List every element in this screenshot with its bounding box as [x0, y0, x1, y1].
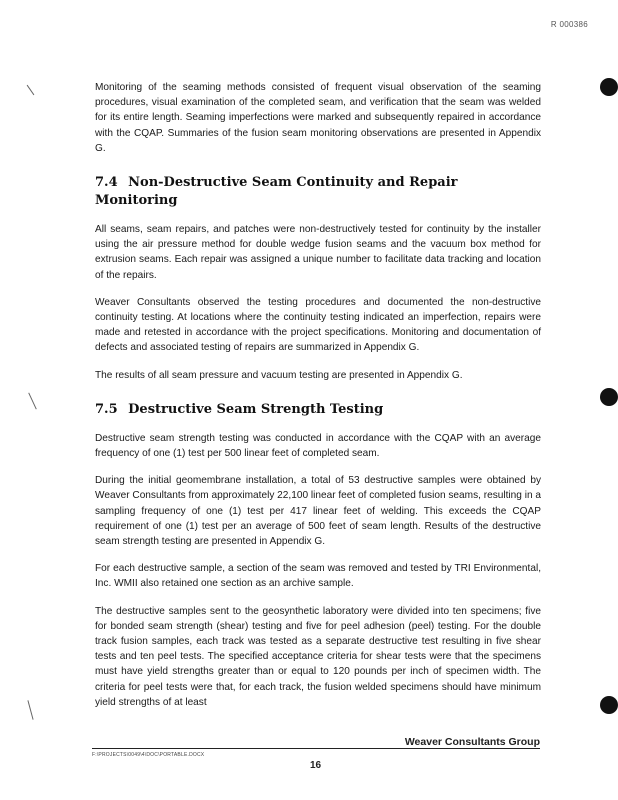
- paragraph-weaver-observation: Weaver Consultants observed the testing procedures and documented the non-destructive continuity testing. At locations where the continuity testing indicated an imperfection, repairs were made and retested in accordance with the project specifications. Monitoring and documentation of defects and associated testing of repairs are summarized in Appendix G.: [95, 296, 541, 354]
- binder-hole-top: [600, 78, 618, 96]
- paragraph-specimen-criteria: The destructive samples sent to the geosynthetic laboratory were divided into ten specimens; five for bonded seam strength (shear) testing and five for peel adhesion (peel) testing. For the double track fusion samples, each track was tested as a separate destructive test resulting in five shear tests and ten peel tests. The specified acceptance criteria for shear tests were that the specimens must have yield strengths greater than or equal to 120 pounds per inch of specimen width. The criteria for peel tests were that, for each track, the fusion welded specimens should have minimum yield strengths of at least: [95, 605, 541, 708]
- footer-company: Weaver Consultants Group: [404, 736, 540, 748]
- section-title: Non-Destructive Seam Continuity and Repair Monitoring: [95, 175, 458, 209]
- section-number: 7.5: [95, 401, 118, 417]
- paragraph-destructive-frequency: Destructive seam strength testing was conducted in accordance with the CQAP with an average frequency of one (1) test per 500 linear feet of completed seam.: [95, 432, 541, 460]
- scan-mark-middle: [28, 393, 37, 410]
- paragraph-seaming-monitoring: Monitoring of the seaming methods consisted of frequent visual observation of the seaming procedures, visual examination of the completed seam, and verification that the seam was welded for its entire length. Seaming imperfections were marked and subsequently repaired in accordance with the CQAP. Summaries of the fusion seam monitoring observations are presented in Appendix G.: [95, 82, 541, 154]
- binder-hole-middle: [600, 388, 618, 406]
- paragraph-tri-environmental: For each destructive sample, a section of the seam was removed and tested by TRI Environmental, Inc. WMII also retained one section as an archive sample.: [95, 563, 541, 590]
- paragraph-nondestructive-testing: All seams, seam repairs, and patches were non-destructively tested for continuity by the installer using the air pressure method for double wedge fusion seams and the vacuum box method for extrusion seams. Each repair was assigned a unique number to facilitate data tracking and location of the repairs.: [95, 224, 541, 281]
- section-title: Destructive Seam Strength Testing: [128, 401, 384, 417]
- paragraph-test-results: The results of all seam pressure and vacuum testing are presented in Appendix G.: [95, 369, 463, 381]
- paragraph-destructive-samples: During the initial geomembrane installation, a total of 53 destructive samples were obtained by Weaver Consultants from approximately 22,100 linear feet of completed fusion seams, resulting in a sampling frequency of one (1) test per 417 linear feet of welding. This exceeds the CQAP requirement of one (1) test per an average of 500 feet of seam length. Results of the destructive seam strength testing are presented in Appendix G.: [95, 475, 541, 548]
- scan-mark-top: [27, 85, 35, 95]
- page-number: 16: [310, 760, 322, 771]
- document-body: [95, 80, 541, 710]
- footer-file-path: F:\PROJECTS\0049\4\DOC\PORTABLE.DOCX: [92, 752, 205, 758]
- binder-hole-bottom: [600, 696, 618, 714]
- bates-number: R 000386: [550, 20, 588, 29]
- scan-mark-bottom: [27, 700, 33, 720]
- section-number: 7.4: [95, 175, 118, 191]
- section-heading-7-4: [95, 174, 541, 210]
- footer-divider: [92, 748, 540, 749]
- section-heading-7-5: [95, 401, 541, 419]
